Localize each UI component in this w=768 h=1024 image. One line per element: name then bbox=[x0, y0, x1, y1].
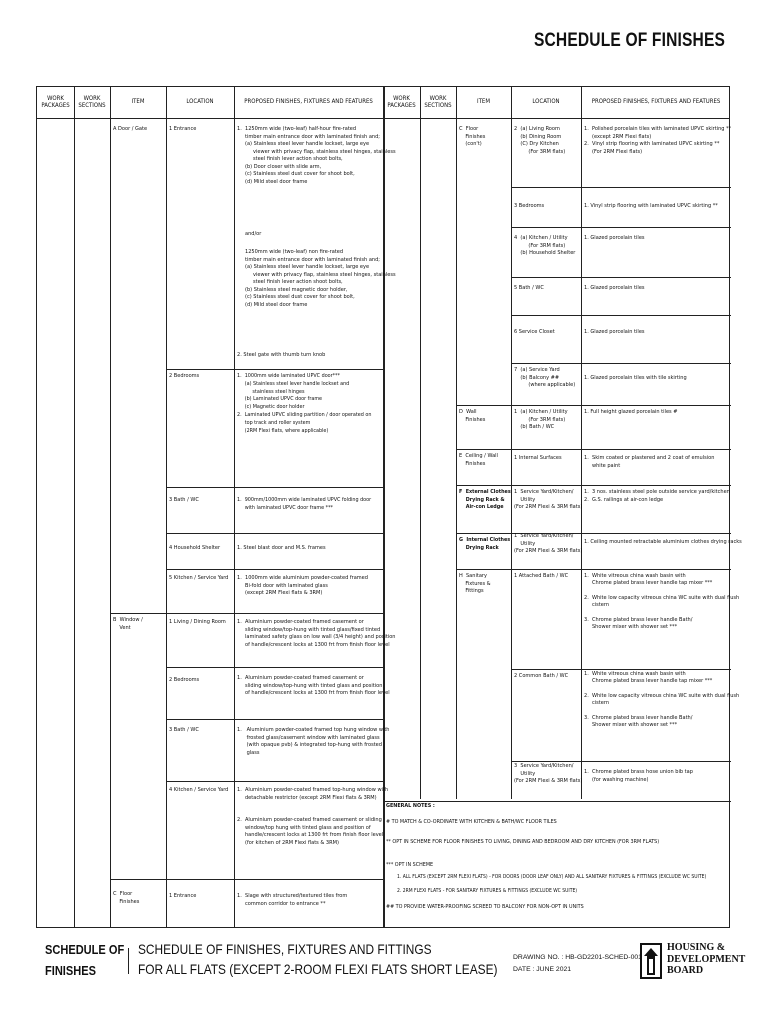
schedule-table bbox=[36, 86, 742, 928]
row-divider bbox=[511, 315, 731, 316]
row-divider bbox=[456, 485, 731, 486]
hdb-house-icon bbox=[640, 943, 662, 979]
row-divider bbox=[166, 487, 383, 488]
row-divider bbox=[456, 449, 731, 450]
col-divider bbox=[581, 87, 582, 799]
col-divider bbox=[74, 87, 75, 927]
col-divider bbox=[420, 87, 421, 799]
row-divider bbox=[166, 719, 383, 720]
col-divider bbox=[234, 87, 235, 927]
row-divider bbox=[166, 369, 383, 370]
location-household-shelter: 4 Household Shelter bbox=[169, 545, 221, 551]
finish-entrance-gate: 2. Steel gate with thumb turn knob bbox=[237, 352, 326, 358]
finish-bedroom-window: 1. Aluminium powder-coated framed casement or sliding window/top-hung with tinted glass and position of handle/crescent locks at 1300 frt from finish floor level bbox=[237, 675, 390, 697]
general-note-3a: 1. ALL FLATS (EXCEPT 2RM FLEXI FLATS) - FOR DOORS (DOOR LEAF ONLY) AND ALL SANITARY FIXTURES & FITTINGS (EXCLUDE WC SUITE) bbox=[397, 874, 707, 880]
row-divider bbox=[166, 667, 383, 668]
row-divider bbox=[456, 405, 731, 406]
row-divider bbox=[166, 569, 383, 570]
col-divider bbox=[456, 87, 457, 799]
general-note-1: # TO MATCH & CO-ORDINATE WITH KITCHEN & BATH/WC FLOOR TILES bbox=[386, 819, 557, 825]
col-divider bbox=[511, 87, 512, 799]
header-work-sections: WORK SECTIONS bbox=[78, 94, 106, 109]
header-proposed: PROPOSED FINISHES, FIXTURES AND FEATURES bbox=[591, 98, 721, 106]
item-wall-finishes: D Wall Finishes bbox=[459, 409, 486, 423]
row-divider bbox=[511, 187, 731, 188]
footer-title-line-2: FINISHES bbox=[45, 962, 96, 978]
row-divider bbox=[166, 781, 383, 782]
item-window-vent: B Window / Vent bbox=[113, 617, 143, 631]
location-kitchen-shelter-floor: 4 (a) Kitchen / Utility (For 3RM flats) (b) Household Shelter bbox=[514, 235, 576, 257]
drawing-info bbox=[513, 952, 642, 975]
hdb-logo-line-3: BOARD bbox=[667, 965, 704, 976]
finish-kitchen-window: 1. Aluminium powder-coated framed top-hung window with detachable restrictor (except 2RM Flexi flats & 3RM) bbox=[237, 787, 389, 801]
general-notes-title: GENERAL NOTES : bbox=[386, 803, 435, 809]
row-divider bbox=[110, 613, 383, 614]
header-item: ITEM bbox=[477, 98, 490, 106]
location-service-closet: 6 Service Closet bbox=[514, 329, 555, 335]
location-bedrooms-floor: 3 Bedrooms bbox=[514, 203, 545, 209]
header-location: LOCATION bbox=[532, 98, 560, 106]
footer-title bbox=[45, 940, 124, 982]
item-external-drying-rack: F External Clothes Drying Rack & Air-con Ledge bbox=[459, 489, 511, 511]
item-sanitary-fixtures: H Sanitary Fixtures & Fittings bbox=[459, 573, 491, 595]
finish-drying-racks: 1. Ceiling mounted retractable aluminium clothes drying racks bbox=[584, 539, 742, 545]
row-divider bbox=[383, 801, 731, 802]
finish-bib-tap: 1. Chrome plated brass hose union bib tap (for washing machine) bbox=[584, 769, 693, 783]
location-kitchen-window: 4 Kitchen / Service Yard bbox=[169, 787, 229, 793]
general-note-4: ## TO PROVIDE WATER-PROOFING SCREED TO BALCONY FOR NON-OPT IN UNITS bbox=[386, 904, 584, 910]
row-divider bbox=[511, 363, 731, 364]
location-bath-wc: 3 Bath / WC bbox=[169, 497, 199, 503]
drawing-date: DATE : JUNE 2021 bbox=[513, 965, 572, 973]
finish-ceiling-paint: 1. Skim coated or plastered and 2 coat of emulsion white paint bbox=[584, 455, 715, 469]
finish-kitchen-window-2: 2. Aluminium powder-coated framed casement or sliding window/top hung with tinted glass and position of handle/crescent locks at 1300 frt from finish floor level (for kitchen of 2RM Flexi flats & 3RM) bbox=[237, 817, 384, 846]
header-item: ITEM bbox=[131, 98, 145, 106]
footer-divider bbox=[128, 948, 129, 974]
finish-attached-bath-sanitary: 1. White vitreous china wash basin with Chrome plated brass lever handle tap mixer *** 2. White low capacity vitreous china WC suite with dual flush cistern 3. Chrome plated brass lever handle Bath/ Shower mixer with shower set *** bbox=[584, 573, 740, 630]
hdb-logo-line-2: DEVELOPMENT bbox=[667, 953, 746, 965]
finish-living-floor: 1. Polished porcelain tiles with laminated UPVC skirting ** (except 2RM Flexi flats) 2. Vinyl strip flooring with laminated UPVC skirting ** (For 2RM Flexi flats) bbox=[584, 126, 732, 155]
location-bath-floor: 5 Bath / WC bbox=[514, 285, 544, 291]
item-floor-finishes: C Floor Finishes bbox=[113, 891, 140, 905]
general-note-3b: 2. 2RM FLEXI FLATS - FOR SANITARY FIXTURES & FITTINGS (EXCLUDE WC SUITE) bbox=[397, 888, 578, 894]
row-divider bbox=[456, 569, 731, 570]
location-entrance-floor: 1 Entrance bbox=[169, 893, 197, 899]
col-divider bbox=[166, 87, 167, 927]
footer-subtitle-line-1: SCHEDULE OF FINISHES, FIXTURES AND FITTINGS bbox=[138, 941, 432, 957]
finish-entrance-floor: 1. Slage with structured/textured tiles from common corridor to entrance ** bbox=[237, 893, 348, 907]
finish-bedroom-door: 1. 1000mm wide laminated UPVC door*** (a) Stainless steel lever handle lockset and stainless steel hinges (b) Laminated UPVC door frame (c) Magnetic door holder 2. Laminated UPVC sliding partition / door operated on top track and roller system (2RM Flexi flats, where applicable) bbox=[237, 373, 372, 434]
item-ceiling-wall: E Ceiling / Wall Finishes bbox=[459, 453, 498, 467]
row-divider bbox=[110, 879, 383, 880]
finish-shelter-door: 1. Steel blast door and M.S. frames bbox=[237, 545, 326, 551]
location-attached-bath: 1 Attached Bath / WC bbox=[514, 573, 569, 579]
item-internal-drying-rack: G Internal Clothes Drying Rack bbox=[459, 537, 511, 551]
footer-subtitle bbox=[138, 940, 498, 979]
finish-kitchen-door: 1. 1000mm wide aluminium powder-coated framed Bi-fold door with laminated glass (except 2RM Flexi flats & 3RM) bbox=[237, 575, 368, 597]
general-note-3: *** OPT IN SCHEME bbox=[386, 862, 434, 868]
finish-living-window: 1. Aluminium powder-coated framed casement or sliding window/top-hung with tinted glass/fixed tinted laminated safety glass on low wall (3/4 height) and position of handle/crescent locks at 1300 frt from finish floor level bbox=[237, 619, 396, 648]
location-common-bath: 2 Common Bath / WC bbox=[514, 673, 569, 679]
finish-service-yard-floor: 1. Glazed porcelain tiles with tile skirting bbox=[584, 375, 687, 381]
location-kitchen-yard: 5 Kitchen / Service Yard bbox=[169, 575, 229, 581]
location-bedrooms: 2 Bedrooms bbox=[169, 373, 200, 379]
finish-bath-floor: 1. Glazed porcelain tiles bbox=[584, 285, 645, 291]
item-door-gate: A Door / Gate bbox=[113, 126, 148, 132]
location-service-yard-int: 1 Service Yard/Kitchen/ Utility (For 2RM Flexi & 3RM flats) bbox=[514, 533, 583, 555]
finish-wall-tiles: 1. Full height glazed porcelain tiles # bbox=[584, 409, 678, 415]
footer-title-line-1: SCHEDULE OF bbox=[45, 942, 125, 957]
location-bath-window: 3 Bath / WC bbox=[169, 727, 199, 733]
row-divider bbox=[511, 277, 731, 278]
location-living-dining-kitchen: 2 (a) Living Room (b) Dining Room (C) Dry Kitchen (For 3RM flats) bbox=[514, 126, 566, 155]
header-work-sections: WORK SECTIONS bbox=[424, 94, 452, 109]
page-title: SCHEDULE OF FINISHES bbox=[533, 30, 725, 51]
header-work-packages: WORK PACKAGES bbox=[387, 94, 416, 109]
location-bedrooms-window: 2 Bedrooms bbox=[169, 677, 200, 683]
header-rule bbox=[37, 118, 729, 119]
location-service-yard-ext: 1 Service Yard/Kitchen/ Utility (For 2RM Flexi & 3RM flats) bbox=[514, 489, 583, 511]
location-service-yard-balcony: 7 (a) Service Yard (b) Balcony ## (where applicable) bbox=[514, 367, 576, 389]
finish-entrance-door-alt: 1250mm wide (two-leaf) non fire-rated timber main entrance door with laminated finish and; (a) Stainless steel lever handle lockset, large eye viewer with privacy flap, stainless steel hinges, stainless steel finish lever action shoot bolts, (b) Stainless steel magnetic door holder, (c) Stainless steel dust cover for shoot bolt, (d) Mild steel door frame bbox=[244, 249, 396, 308]
hdb-logo bbox=[640, 942, 746, 982]
header-work-packages: WORK PACKAGES bbox=[41, 94, 70, 109]
row-divider bbox=[166, 533, 383, 534]
row-divider bbox=[511, 227, 731, 228]
finish-bedrooms-floor: 1. Vinyl strip flooring with laminated UPVC skirting ** bbox=[584, 203, 718, 209]
location-service-yard-tap: 3 Service Yard/Kitchen/ Utility (For 2RM Flexi & 3RM flats) bbox=[514, 763, 583, 785]
item-floor-finishes-cont: C Floor Finishes (con't) bbox=[459, 126, 486, 148]
finish-kitchen-floor: 1. Glazed porcelain tiles bbox=[584, 235, 645, 241]
hdb-logo-line-1: HOUSING & bbox=[667, 942, 726, 953]
finish-bath-door: 1. 900mm/1000mm wide laminated UPVC folding door with laminated UPVC door frame *** bbox=[237, 497, 372, 511]
header-proposed: PROPOSED FINISHES, FIXTURES AND FEATURES bbox=[244, 98, 373, 106]
finish-drying-poles: 1. 3 nos. stainless steel pole outside service yard/kitchen 2. G.S. railings at air-con ledge bbox=[584, 489, 730, 503]
row-divider bbox=[511, 669, 731, 670]
location-living-dining: 1 Living / Dining Room bbox=[169, 619, 226, 625]
col-divider bbox=[110, 87, 111, 927]
and-or-label: and/or bbox=[245, 231, 262, 237]
finish-bath-window: 1. Aluminium powder-coated framed top hung window with frosted glass/casement window with laminated glass (with opaque pvb) & integrated top-hung with frosted glass bbox=[237, 727, 390, 756]
row-divider bbox=[456, 533, 731, 534]
hdb-logo-text bbox=[667, 942, 745, 977]
finish-service-closet: 1. Glazed porcelain tiles bbox=[584, 329, 645, 335]
location-kitchen-bath-wall: 1 (a) Kitchen / Utility (For 3RM flats) (b) Bath / WC bbox=[514, 409, 568, 431]
location-internal-surfaces: 1 Internal Surfaces bbox=[514, 455, 562, 461]
row-divider bbox=[511, 761, 731, 762]
finish-entrance-door: 1. 1250mm wide (two-leaf) half-hour fire-rated timber main entrance door with laminated finish and; (a) Stainless steel lever handle lockset, large eye viewer with privacy flap, stainless steel hinges, stainless steel finish lever action shoot bolts, (b) Door closer with slide arm, (c) Stainless steel dust cover for shoot bolt, (d) Mild steel door frame bbox=[237, 126, 396, 185]
header-location: LOCATION bbox=[186, 98, 214, 106]
general-note-2: ** OPT IN SCHEME FOR FLOOR FINISHES TO LIVING, DINING AND BEDROOM AND DRY KITCHEN (FOR 3RM FLATS) bbox=[386, 839, 660, 845]
finish-common-bath-sanitary: 1. White vitreous china wash basin with Chrome plated brass lever handle tap mixer *** 2. White low capacity vitreous china WC suite with dual flush cistern 3. Chrome plated brass lever handle Bath/ Shower mixer with shower set *** bbox=[584, 671, 740, 728]
location-entrance: 1 Entrance bbox=[169, 126, 197, 132]
drawing-number: DRAWING NO. : HB-GD2201-SCHED-001 bbox=[513, 954, 642, 961]
footer-subtitle-line-2: FOR ALL FLATS (EXCEPT 2-ROOM FLEXI FLATS SHORT LEASE) bbox=[138, 960, 498, 977]
